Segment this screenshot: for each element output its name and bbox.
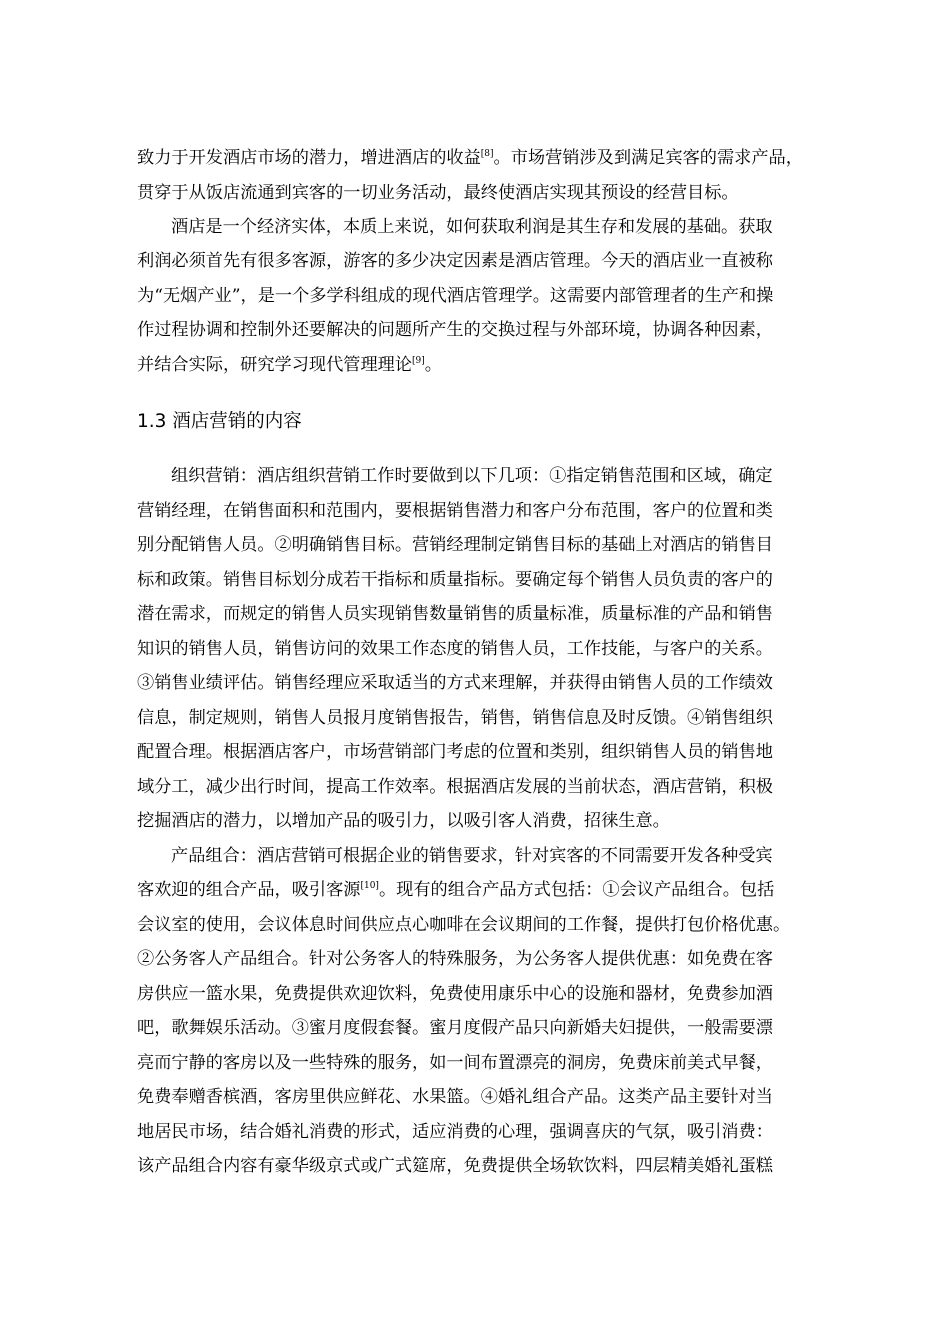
paragraph-line: 别分配销售人员。②明确销售目标。营销经理制定销售目标的基础上对酒店的销售目 [137, 535, 773, 555]
paragraph-line: 致力于开发酒店市场的潜力，增进酒店的收益[8]。市场营销涉及到满足宾客的需求产品， [137, 148, 803, 168]
paragraph-line: 知识的销售人员，销售访问的效果工作态度的销售人员，工作技能，与客户的关系。 [137, 639, 773, 659]
paragraph-line: 域分工，减少出行时间，提高工作效率。根据酒店发展的当前状态，酒店营销，积极 [137, 777, 773, 797]
paragraph-line: 作过程协调和控制外还要解决的问题所产生的交换过程与外部环境，协调各种因素， [137, 320, 773, 340]
paragraph-line: 免费奉赠香槟酒，客房里供应鲜花、水果篮。④婚礼组合产品。这类产品主要针对当 [137, 1087, 773, 1107]
paragraph-line: 房供应一篮水果，免费提供欢迎饮料，免费使用康乐中心的设施和器材，免费参加酒 [137, 984, 773, 1004]
paragraph-line: 该产品组合内容有豪华级京式或广式筵席，免费提供全场软饮料，四层精美婚礼蛋糕 [137, 1156, 773, 1176]
paragraph-line: 吧，歌舞娱乐活动。③蜜月度假套餐。蜜月度假产品只向新婚夫妇提供，一般需要漂 [137, 1018, 773, 1038]
paragraph-line: 亮而宁静的客房以及一些特殊的服务，如一间布置漂亮的洞房，免费床前美式早餐， [137, 1053, 773, 1073]
paragraph-line: 营销经理，在销售面积和范围内，要根据销售潜力和客户分布范围，客户的位置和类 [137, 501, 773, 521]
paragraph-line: ③销售业绩评估。销售经理应采取适当的方式来理解，并获得由销售人员的工作绩效 [137, 673, 773, 693]
paragraph-line: 并结合实际，研究学习现代管理理论[9]。 [137, 355, 442, 375]
paragraph-line: 潜在需求，而规定的销售人员实现销售数量销售的质量标准，质量标准的产品和销售 [137, 604, 773, 624]
paragraph-line: 客欢迎的组合产品，吸引客源[10]。现有的组合产品方式包括：①会议产品组合。包括 [137, 880, 775, 900]
paragraph-line: 挖掘酒店的潜力，以增加产品的吸引力，以吸引客人消费，招徕生意。 [137, 811, 670, 831]
paragraph-line: 信息，制定规则，销售人员报月度销售报告，销售，销售信息及时反馈。④销售组织 [137, 708, 773, 728]
citation-superscript: [8] [480, 149, 494, 159]
paragraph-line: 利润必须首先有很多客源，游客的多少决定因素是酒店管理。今天的酒店业一直被称 [137, 251, 773, 271]
paragraph-line: ②公务客人产品组合。针对公务客人的特殊服务，为公务客人提供优惠：如免费在客 [137, 949, 773, 969]
paragraph-line: 产品组合：酒店营销可根据企业的销售要求，针对宾客的不同需要开发各种受宾 [171, 846, 773, 866]
paragraph-line: 地居民市场，结合婚礼消费的形式，适应消费的心理，强调喜庆的气氛，吸引消费： [137, 1122, 773, 1142]
paragraph-line: 会议室的使用，会议体息时间供应点心咖啡在会议期间的工作餐，提供打包价格优惠。 [137, 915, 791, 935]
paragraph-line: 酒店是一个经济实体，本质上来说，如何获取利润是其生存和发展的基础。获取 [171, 217, 773, 237]
citation-superscript: [9] [412, 356, 425, 366]
paragraph-line: 配置合理。根据酒店客户，市场营销部门考虑的位置和类别，组织销售人员的销售地 [137, 742, 773, 762]
paragraph-line: 组织营销：酒店组织营销工作时要做到以下几项：①指定销售范围和区域，确定 [171, 466, 773, 486]
paragraph-line: 贯穿于从饭店流通到宾客的一切业务活动，最终使酒店实现其预设的经营目标。 [137, 183, 739, 203]
citation-superscript: [10] [360, 881, 379, 891]
section-heading: 1.3 酒店营销的内容 [137, 411, 302, 432]
paragraph-line: 标和政策。销售目标划分成若干指标和质量指标。要确定每个销售人员负责的客户的 [137, 570, 773, 590]
paragraph-line: 为“无烟产业”，是一个多学科组成的现代酒店管理学。这需要内部管理者的生产和操 [137, 286, 774, 306]
